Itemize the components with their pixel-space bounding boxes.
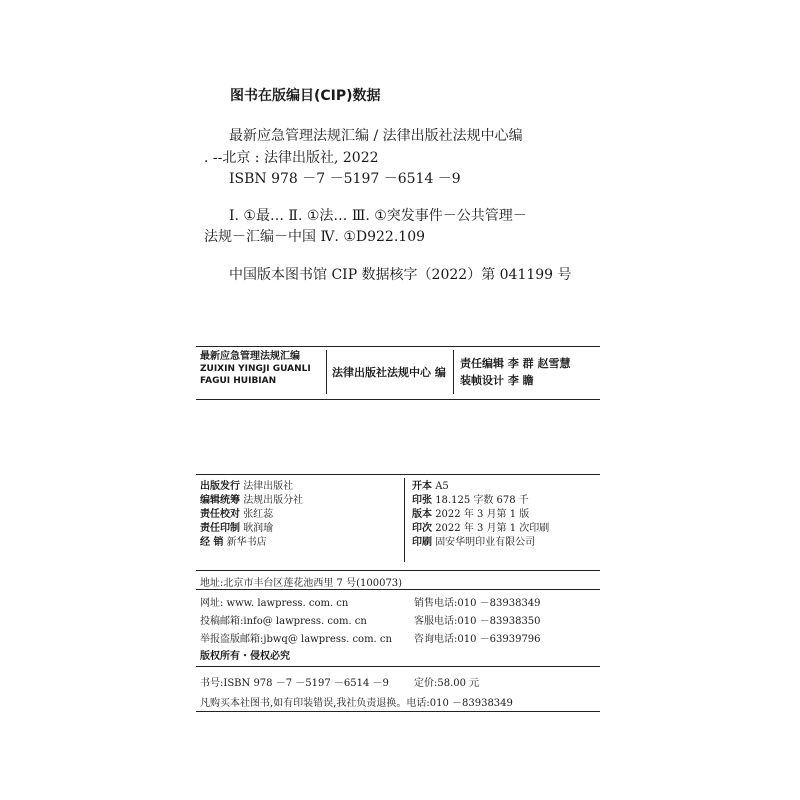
band-title-pinyin-2: FAGUI HUIBIAN <box>200 376 277 386</box>
cip-isbn-line: ISBN 978 －7 －5197 －6514 －9 <box>229 171 461 187</box>
pub-info-key: 编辑统筹 <box>200 495 240 506</box>
pub-info-value: 固安华明印业有限公司 <box>435 537 536 548</box>
pub-info-value: 法律出版社 <box>243 481 294 492</box>
band-credits <box>460 355 571 389</box>
book-price: 定价:58.00 元 <box>414 678 480 689</box>
pub-info-right <box>412 480 549 550</box>
cip-record-number: 中国版本图书馆 CIP 数据核字（2022）第 041199 号 <box>229 267 572 283</box>
cip-title-line: 最新应急管理法规汇编 / 法律出版社法规中心编 <box>229 128 523 144</box>
band-divider <box>326 350 327 394</box>
section-divider <box>196 711 600 712</box>
pub-info-row <box>200 508 303 522</box>
band-title-block <box>200 351 311 387</box>
pub-info-row <box>412 508 549 522</box>
pub-info-row <box>200 494 303 508</box>
band-title-pinyin-1: ZUIXIN YINGJI GUANLI <box>200 364 311 374</box>
book-isbn: 书号:ISBN 978 －7 －5197 －6514 －9 <box>200 678 389 689</box>
sales-phone: 销售电话:010 －83938349 <box>414 598 541 609</box>
submission-email: 投稿邮箱:info@ lawpress. com. cn <box>200 616 367 627</box>
piracy-report-email: 举报盗版邮箱:jbwq@ lawpress. com. cn <box>200 634 392 645</box>
pub-info-row <box>200 536 303 550</box>
band-divider <box>453 350 454 394</box>
pub-info-value: 张红蕊 <box>243 509 274 520</box>
band-editor: 法律出版社法规中心 编 <box>332 366 446 379</box>
pub-info-value: A5 <box>435 481 449 492</box>
section-divider <box>196 474 600 475</box>
cip-classification-line-2: 法规－汇编－中国 Ⅳ. ①D922.109 <box>204 229 426 245</box>
consult-phone: 咨询电话:010 －63939796 <box>414 634 541 645</box>
pub-info-row <box>412 480 549 494</box>
pub-info-key: 印刷 <box>412 537 432 548</box>
pub-info-value: 耿润瑜 <box>243 523 274 534</box>
pub-info-row <box>200 522 303 536</box>
pub-info-value: 新华书店 <box>226 537 267 548</box>
pub-info-row <box>412 522 549 536</box>
pub-info-left <box>200 480 303 550</box>
band-credit-editor: 责任编辑 李 群 赵雪慧 <box>460 357 571 370</box>
website: 网址: www. lawpress. com. cn <box>200 598 349 609</box>
cip-publisher-line: . --北京 : 法律出版社, 2022 <box>204 150 379 166</box>
pub-info-value: 18.125 字数 678 千 <box>435 495 529 506</box>
pub-info-row <box>412 494 549 508</box>
section-divider <box>196 570 600 571</box>
copyright-notice: 版权所有・侵权必究 <box>200 651 290 662</box>
pub-info-key: 责任印制 <box>200 523 240 534</box>
address: 地址:北京市丰台区莲花池西里 7 号(100073) <box>200 578 403 589</box>
service-phone: 客服电话:010 －83938350 <box>414 616 541 627</box>
pub-info-key: 版本 <box>412 509 432 520</box>
pub-info-value: 法规出版分社 <box>243 495 304 506</box>
pub-info-key: 印张 <box>412 495 432 506</box>
pub-info-divider <box>404 478 405 562</box>
band-title-cn: 最新应急管理法规汇编 <box>200 351 300 362</box>
cip-title: 图书在版编目(CIP)数据 <box>230 88 381 104</box>
pub-info-key: 出版发行 <box>200 481 240 492</box>
band-credit-design: 装帧设计 李 瞻 <box>460 374 534 387</box>
pub-info-value: 2022 年 3 月第 1 版 <box>435 509 530 520</box>
pub-info-key: 印次 <box>412 523 432 534</box>
pub-info-key: 经 销 <box>200 537 224 548</box>
pub-info-row <box>200 480 303 494</box>
cip-classification-line: Ⅰ. ①最… Ⅱ. ①法… Ⅲ. ①突发事件－公共管理－ <box>229 208 527 224</box>
pub-info-key: 责任校对 <box>200 509 240 520</box>
pub-info-value: 2022 年 3 月第 1 次印刷 <box>435 523 550 534</box>
section-divider <box>196 666 600 667</box>
pub-info-row <box>412 536 549 550</box>
pub-info-key: 开本 <box>412 481 432 492</box>
return-notice: 凡购买本社图书,如有印装错误,我社负责退换。电话:010 －83938349 <box>200 698 513 709</box>
section-divider <box>196 589 600 590</box>
